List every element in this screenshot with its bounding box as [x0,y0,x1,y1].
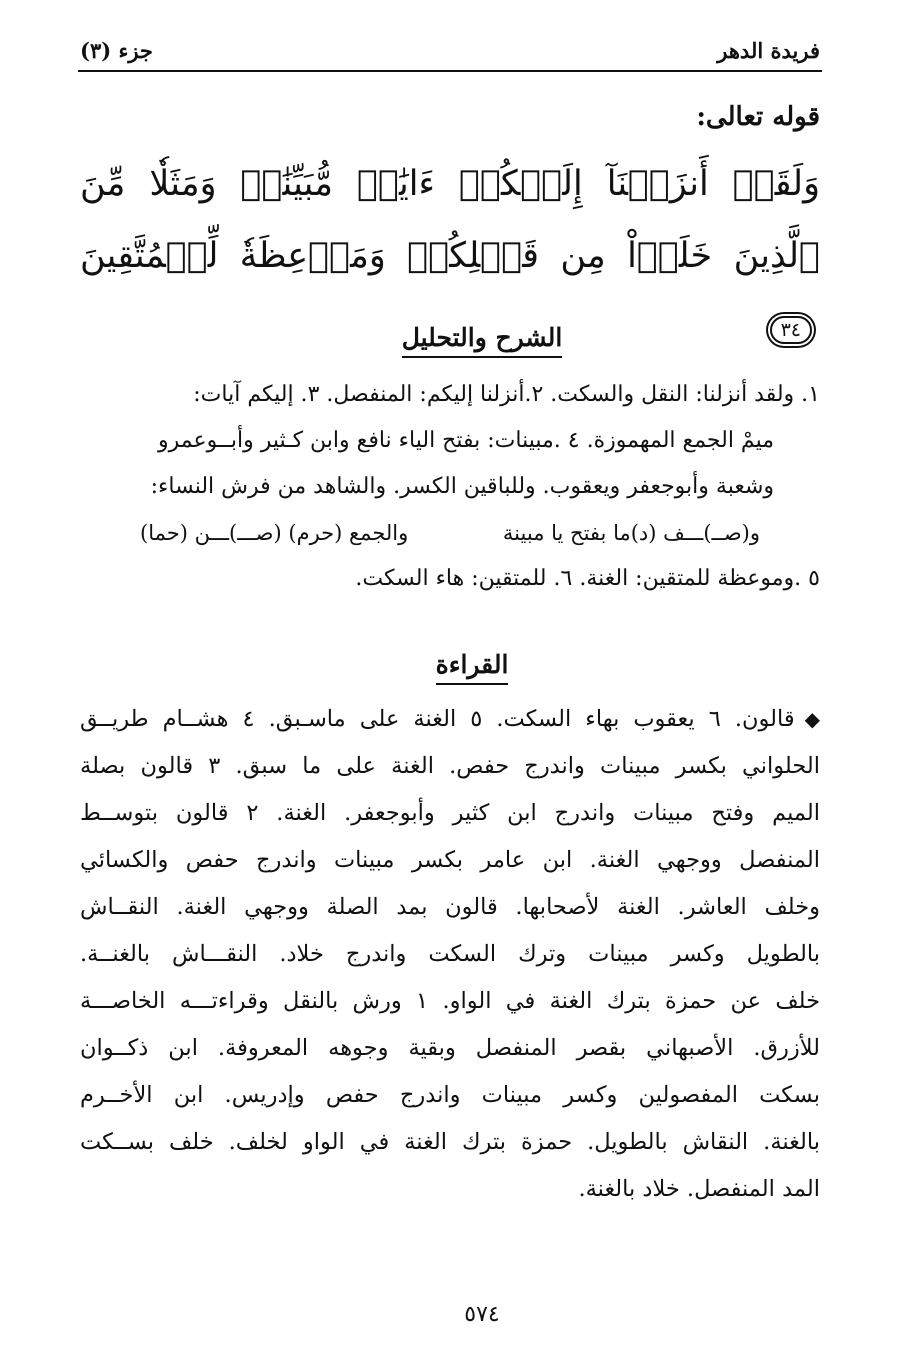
reading-line: بالغنة. النقاش بالطويل. حمزة بترك الغنة في الواو لخلف. خلف بســكت [80,1129,820,1155]
part-label: جزء (٣) [80,38,153,63]
explanation-line: ١. ولقد أنزلنا: النقل والسكت. ٢.أنزلنا إليكم: المنفصل. ٣. إليكم آيات: [193,382,820,407]
reading-line: المد المنفصل. خلاد بالغنة. [578,1176,820,1202]
explanation-line: ميمْ الجمع المهموزة. ٤ .مبينات: بفتح الياء نافع وابن كـثير وأبــوعمرو [157,428,774,453]
ayah-number-marker: ٣٤ [770,316,812,344]
explanation-line: ٥ .وموعظة للمتقين: الغنة. ٦. للمتقين: هاء السكت. [355,566,820,591]
verse-intro: قوله تعالى: [696,102,820,132]
reading-line: للأزرق. الأصبهاني بقصر المنفصل وبقية وجوهه المعروفة. ابن ذكــوان [80,1035,820,1061]
reading-line-text: قالون. ٦ يعقوب بهاء السكت. ٥ الغنة على ماسـبق. ٤ هشــام طريــق [80,706,795,732]
running-header [80,26,820,66]
poem-verse [80,510,820,556]
reading-line [80,696,820,743]
reading-heading [0,650,924,685]
reading-line: الميم وفتح مبينات واندرج ابن كثير وأبوجعفر. الغنة. ٢ قالون بتوســط [80,800,820,826]
poem-left-hemistich: والجمع (حرم) (صـــ)ـــن (حما) [140,521,409,545]
reading-line: الحلواني بكسر مبينات واندرج حفص. الغنة على ما سبق. ٣ قالون بصلة [80,753,820,779]
page-number: ٥٧٤ [464,1302,500,1327]
explanation-heading [0,323,924,358]
header-divider [78,70,822,72]
reading-line: وخلف العاشر. الغنة لأصحابها. قالون بمد الصلة ووجهي الغنة. النقــاش [80,894,820,920]
explanation-line: وشعبة وأبوجعفر ويعقوب. وللباقين الكسر. والشاهد من فرش النساء: [150,474,774,499]
verse-text: وَلَقَدۡ أَنزَلۡنَآ إِلَيۡكُمۡ ءَايَٰتٖ مُّبَيِّنَٰتٖ وَمَثَلٗا مِّنَ ٱلَّذِينَ خَلَوۡاْ مِن قَبۡلِكُمۡ وَمَوۡعِظَةٗ لِّلۡمُتَّقِينَ [80,164,820,276]
explanation-body [80,372,820,602]
reading-line: خلف عن حمزة بترك الغنة في الواو. ١ ورش بالنقل وقراءتـــه الخاصـــة [80,988,821,1014]
explanation-title: الشرح والتحليل [402,323,563,358]
reading-title: القراءة [436,650,509,685]
diamond-bullet-icon: ◆ [804,707,820,731]
reading-line: بالطويل وكسر مبينات وترك السكت واندرج خلاد. النقـــاش بالغنــة. [80,941,820,967]
reading-body [80,696,820,1213]
reading-line: بسكت المفصولين وكسر مبينات واندرج حفص وإدريس. ابن الأخــرم [80,1082,820,1108]
reading-line: المنفصل ووجهي الغنة. ابن عامر بكسر مبينات واندرج حفص والكسائي [80,847,820,873]
book-title: فريدة الدهر [717,38,820,63]
poem-right-hemistich: و(صــ)ـــف (د)ما بفتح يا مبينة [502,521,760,545]
